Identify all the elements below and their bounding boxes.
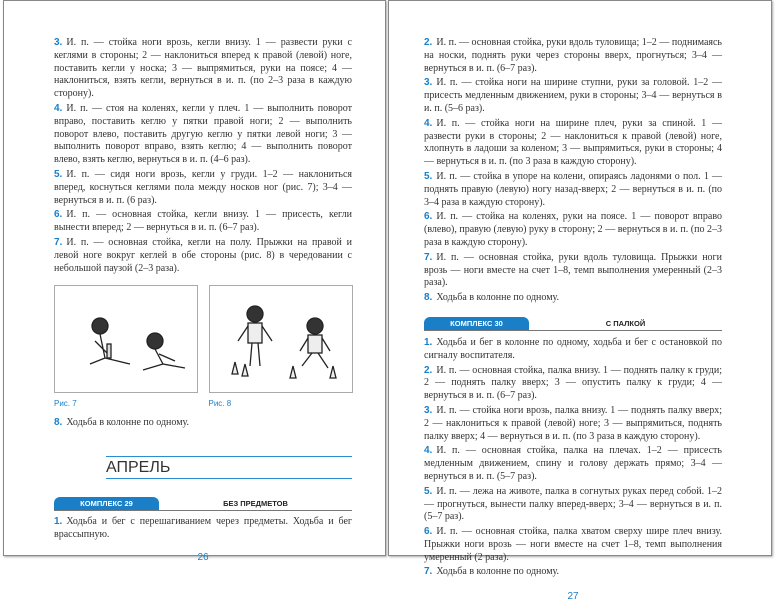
item-text: Ходьба в колонне по одному. (436, 566, 560, 578)
item-number: 5. (424, 485, 433, 497)
complex-tab: КОМПЛЕКС 30 (424, 317, 529, 330)
item-number: 8. (424, 292, 433, 304)
item-number: 5. (424, 170, 433, 182)
exercise-item (424, 566, 722, 579)
exercise-item (424, 118, 722, 169)
item-text: И. п. — основная стойка, палка на плечах. 1–2 — присесть медленным движением, спину и голову держать прямо; 3–4 — вернуться в и. п. (5–7 раз). (424, 445, 722, 482)
complex-header (54, 497, 352, 511)
exercise-item (54, 209, 352, 235)
item-text: И. п. — сидя ноги врозь, кегли у груди. 1–2 — наклониться вперед, коснуться кеглями пола между носков ног (рис. 7); 3–4 — вернуться в и. п. (6 раз). (54, 168, 352, 206)
item-number: 6. (424, 526, 433, 538)
exercise-item (424, 77, 722, 115)
item-text: И. п. — стойка в упоре на колени, опираясь ладонями о пол. 1 — поднять правую (левую) ногу назад-вверх; 2 — вернуться в и. п. (по 3–4 раза в каждую сторону). (424, 170, 722, 208)
complex-title: БЕЗ ПРЕДМЕТОВ (223, 499, 288, 509)
item-number: 5. (54, 168, 63, 180)
exercise-item-8 (54, 417, 352, 430)
item-number: 7. (424, 566, 433, 578)
captions-row (54, 399, 352, 409)
exercise-item (54, 237, 352, 275)
exercise-item (424, 292, 722, 305)
children-stretching-illustration (55, 286, 197, 392)
complex-tab: КОМПЛЕКС 29 (54, 497, 159, 510)
item-number: 3. (424, 77, 433, 89)
exercise-item (54, 103, 352, 167)
item-number: 4. (424, 117, 433, 129)
item-text: И. п. — основная стойка, кегли внизу. 1 — присесть, кегли вынести вперед; 2 — вернуться в и. п. (6–7 раз). (54, 209, 352, 234)
item-text: И. п. — основная стойка, руки вдоль туловища; 1–2 — поднимаясь на носки, поднять руки через стороны вверх, прогнуться; 3–4 — вернуться в и. п. (6–7 раз). (424, 37, 722, 74)
figure-7 (54, 285, 198, 393)
exercise-list-bottom (424, 337, 722, 581)
item-text: И. п. — стойка на коленях, руки на поясе. 1 — поворот вправо (влево), правую (левую) руку в сторону; 2 — вернуться в и. п. (по 2–3 раза в каждую сторону). (424, 211, 722, 248)
item-text: Ходьба в колонне по одному. (66, 417, 190, 429)
children-jumping-illustration (210, 286, 352, 392)
exercise-item (54, 169, 352, 207)
item-number: 3. (54, 37, 63, 48)
item-text: И. п. — основная стойка, руки вдоль туловища. Прыжки ноги врозь — ноги вместе на счет 1–8, темп выполнения умеренный (2–3 раза). (424, 251, 722, 289)
figure-7-caption: Рис. 7 (54, 399, 77, 409)
item-number: 4. (54, 102, 63, 114)
complex-header (424, 317, 722, 331)
exercise-item (424, 37, 722, 75)
item-number: 7. (424, 251, 433, 263)
item-number: 2. (424, 364, 433, 376)
item-number: 4. (424, 445, 433, 457)
item-text: И. п. — основная стойка, кегли на полу. Прыжки на правой и левой ноге вокруг кеглей в обе стороны (рис. 8) в чередовании с небольшой паузой (2–3 раза). (54, 236, 352, 274)
exercise-item (424, 252, 722, 290)
item-text: И. п. — стойка ноги врозь, кегли внизу. 1 — развести руки с кеглями в стороны; 2 — наклониться вперед к правой (левой) ноге, поставить кегли у носка; 3 — выпрямиться, руки на поясе; 4 — наклониться, взять кегли, вернуться в и. п. (по 2–3 раза в каждую сторону). (54, 37, 352, 100)
item-text: И. п. — стойка ноги врозь, палка внизу. 1 — поднять палку вверх; 2 — наклониться к правой (левой) ноге; 3 — выпрямиться, поднять палку вверх; 4 — вернуться в и. п. (по 3 раза в каждую сторону). (424, 404, 722, 442)
item-text: И. п. — основная стойка, палка хватом сверху шире плеч внизу. Прыжки ноги врозь — ноги вместе на счет 1–8, темп выполнения умеренный (2 раза). (424, 526, 722, 563)
item-number: 6. (424, 211, 433, 223)
item-text: Ходьба в колонне по одному. (436, 292, 560, 304)
left-page (3, 0, 386, 563)
exercise-item (424, 526, 722, 564)
item-text: И. п. — стойка ноги на ширине ступни, руки за головой. 1–2 — присесть медленным движением, руки в стороны; 3–4 — вернуться в и. п. (5–6 раз). (424, 77, 722, 114)
exercise-item (424, 211, 722, 249)
item-text: Ходьба и бег в колонне по одному, ходьба и бег с остановкой по сигналу воспитателя. (424, 336, 722, 361)
exercise-item (54, 37, 352, 101)
item-number: 7. (54, 236, 63, 248)
item-number: 1. (54, 516, 63, 528)
complex-title: С ПАЛКОЙ (605, 318, 646, 328)
exercise-item (424, 171, 722, 209)
exercise-item-1 (54, 516, 352, 542)
item-text: Ходьба и бег с перешагиванием через предметы. Ходьба и бег врассыпную. (54, 516, 352, 540)
item-text: И. п. — лежа на животе, палка в согнутых руках перед собой. 1–2 — прогнуться, вынести палку вперед-вверх; 3–4 — вернуться в и. п. (5–7 раз). (424, 485, 722, 523)
exercise-item (424, 486, 722, 524)
item-number: 3. (424, 404, 433, 416)
figure-8-caption: Рис. 8 (208, 399, 232, 409)
exercise-item (424, 445, 722, 483)
page-number: 26 (197, 551, 209, 563)
page-number: 27 (567, 591, 579, 603)
item-number: 8. (54, 417, 63, 429)
item-text: И. п. — стоя на коленях, кегли у плеч. 1 — выполнить поворот вправо, поставить кеглю у пятки правой ноги; 2 — выполнить поворот влево, поставить другую кеглю у пятки левой ноги; 3 — выполнить поворот вправо, взять кеглю; 4 — выполнить поворот влево, взять кеглю, вернуться в и. п. (4–6 раз). (54, 102, 352, 166)
exercise-item (424, 405, 722, 443)
exercise-list-top (54, 37, 352, 277)
item-number: 6. (54, 209, 63, 221)
item-number: 2. (424, 37, 433, 48)
exercise-item (424, 337, 722, 363)
right-page (388, 0, 772, 603)
figure-8 (209, 285, 353, 393)
month-heading: АПРЕЛЬ (106, 456, 352, 479)
exercise-list-top (424, 37, 722, 307)
item-number: 1. (424, 336, 433, 348)
item-text: И. п. — основная стойка, палка внизу. 1 — поднять палку к груди; 2 — поднять палку вверх; 3 — опустить палку к груди; 4 — вернуться в и. п. (6–7 раз). (424, 364, 722, 402)
exercise-item (424, 365, 722, 403)
figures-row (54, 285, 352, 393)
item-text: И. п. — стойка ноги на ширине плеч, руки за спиной. 1 — развести руки в стороны; 2 — наклониться к правой (левой) ноге, хлопнуть в ладоши за коленом; 3 — выпрямиться, руки в стороны; 4 — вернуться в и. п. (по 3 раза в каждую сторону). (424, 117, 722, 168)
